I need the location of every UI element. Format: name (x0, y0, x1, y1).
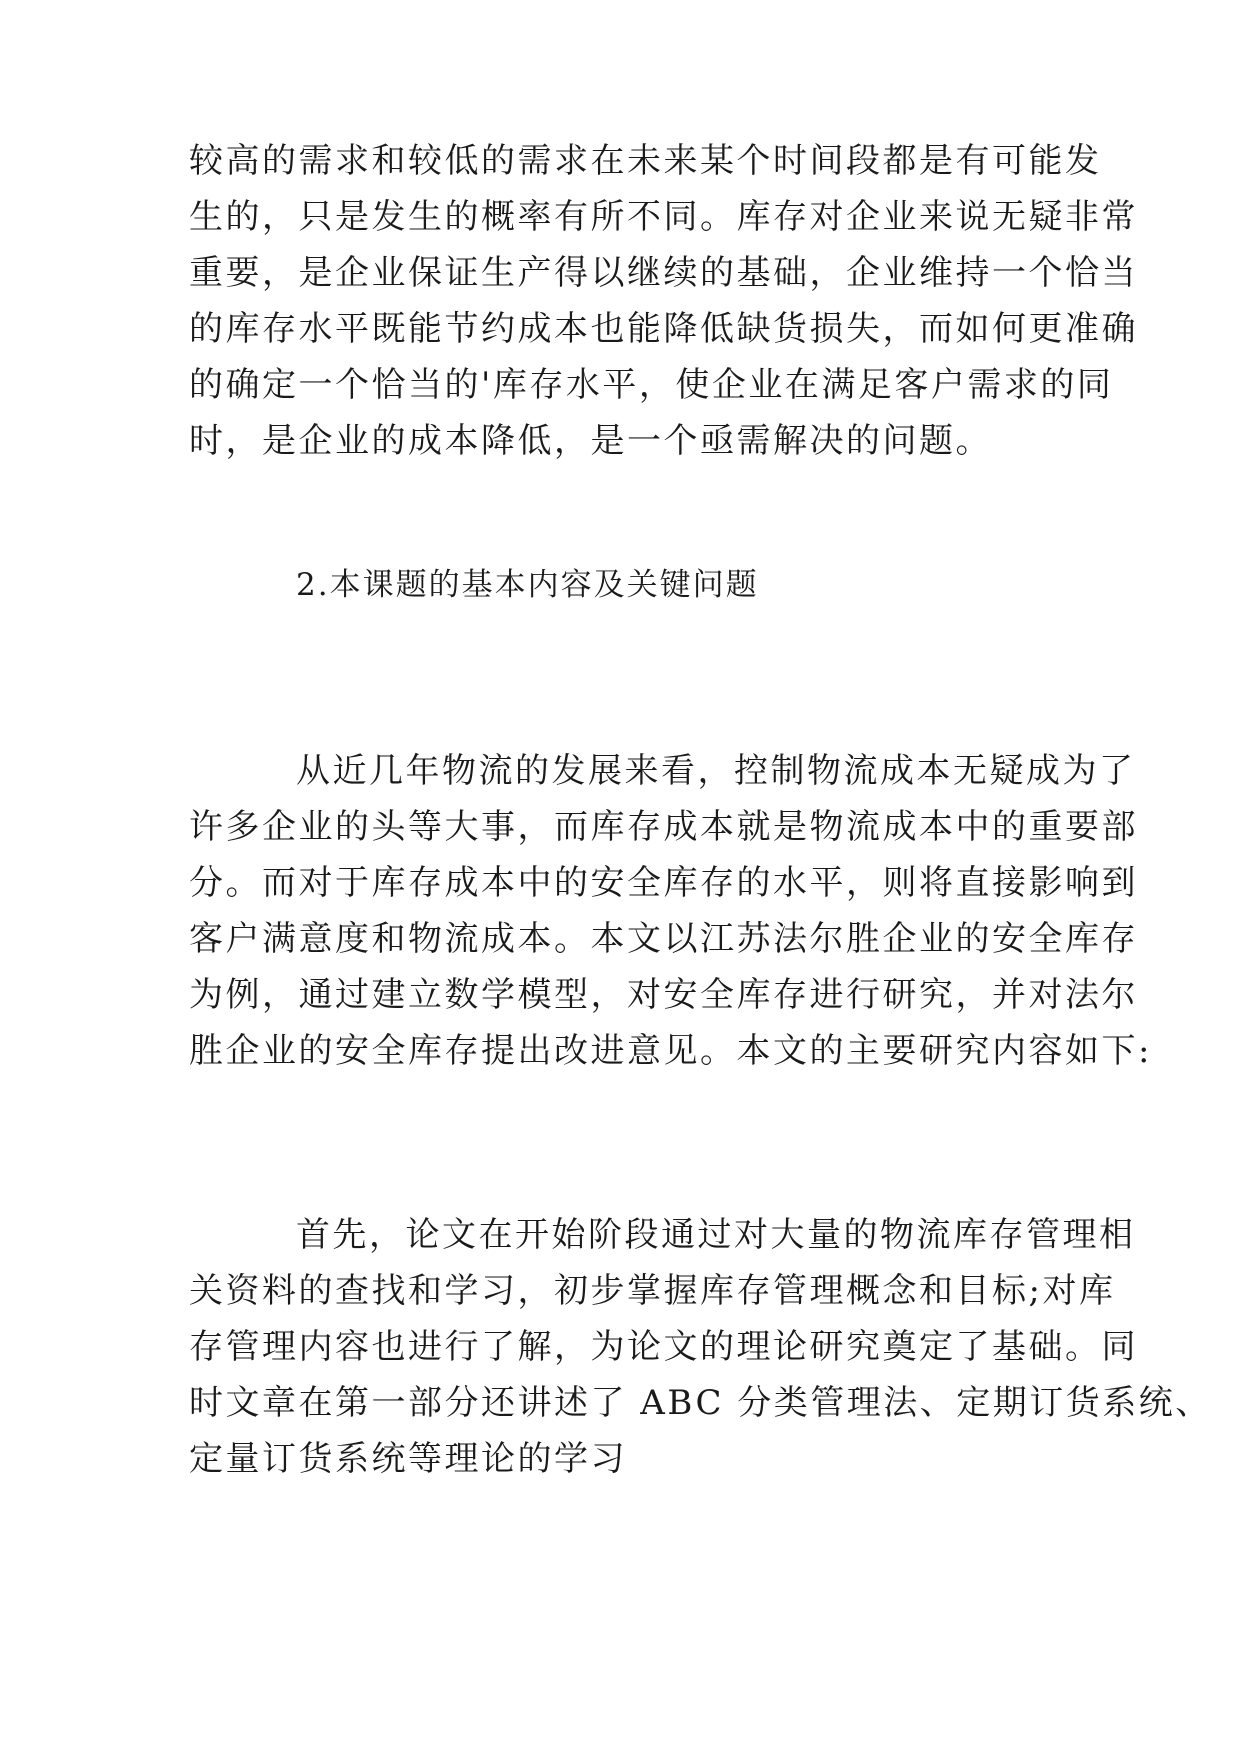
paragraph-3-line: 定量订货系统等理论的学习 (189, 1439, 627, 1479)
paragraph-2-line: 胜企业的安全库存提出改进意见。本文的主要研究内容如下: (189, 1031, 1152, 1071)
paragraph-2-line: 客户满意度和物流成本。本文以江苏法尔胜企业的安全库存 (189, 919, 1138, 959)
paragraph-3-line: 首先，论文在开始阶段通过对大量的物流库存管理相 (296, 1215, 1136, 1255)
paragraph-2-line: 许多企业的头等大事，而库存成本就是物流成本中的重要部 (189, 807, 1138, 847)
paragraph-2-line: 从近几年物流的发展来看，控制物流成本无疑成为了 (296, 751, 1136, 791)
paragraph-1-line: 的库存水平既能节约成本也能降低缺货损失，而如何更准确 (189, 309, 1138, 349)
paragraph-3-line: 关资料的查找和学习，初步掌握库存管理概念和目标;对库 (189, 1271, 1116, 1311)
paragraph-2-line: 为例，通过建立数学模型，对安全库存进行研究，并对法尔 (189, 975, 1138, 1015)
paragraph-1-line: 重要，是企业保证生产得以继续的基础，企业维持一个恰当 (189, 253, 1138, 293)
paragraph-1-line: 较高的需求和较低的需求在未来某个时间段都是有可能发 (189, 141, 1102, 181)
paragraph-3-line: 存管理内容也进行了解，为论文的理论研究奠定了基础。同 (189, 1327, 1138, 1367)
paragraph-1-line: 生的，只是发生的概率有所不同。库存对企业来说无疑非常 (189, 197, 1138, 237)
paragraph-1-line: 时，是企业的成本降低，是一个亟需解决的问题。 (189, 421, 992, 461)
paragraph-2-line: 分。而对于库存成本中的安全库存的水平，则将直接影响到 (189, 863, 1138, 903)
paragraph-1-line: 的确定一个恰当的'库存水平，使企业在满足客户需求的同 (189, 365, 1114, 405)
paragraph-3-line: 时文章在第一部分还讲述了 ABC 分类管理法、定期订货系统、 (189, 1383, 1212, 1423)
section-heading: 2.本课题的基本内容及关键问题 (296, 567, 759, 603)
